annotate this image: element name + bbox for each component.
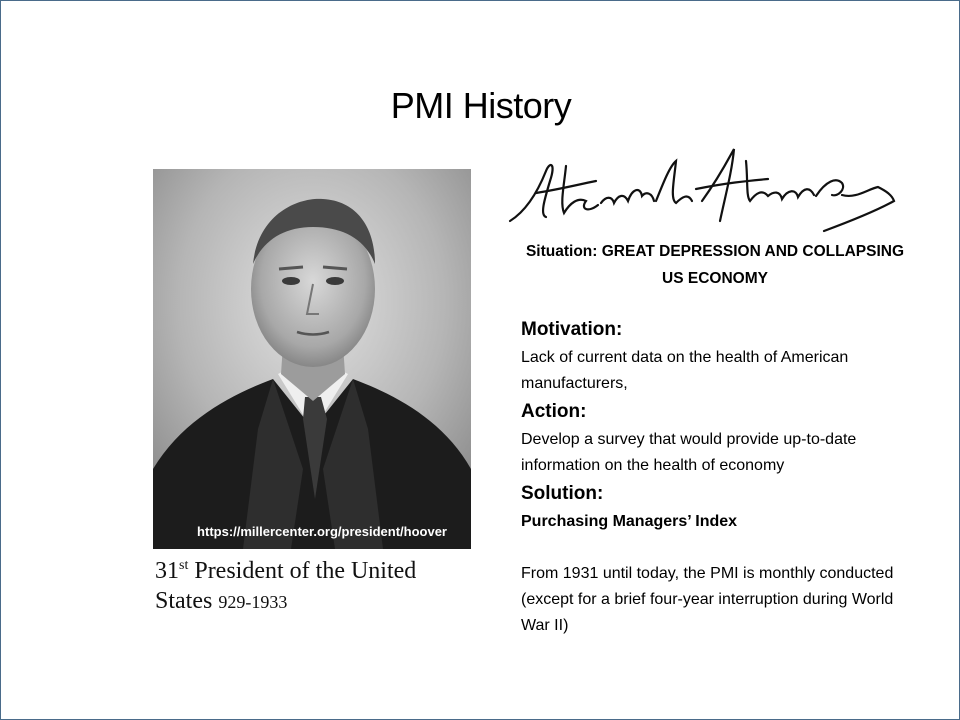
solution-text: From 1931 until today, the PMI is monthly conducted (except for a brief four-year interruption during World War II) <box>521 565 894 634</box>
solution-name: Purchasing Managers’ Index <box>521 513 738 530</box>
photo-credit-link[interactable]: https://millercenter.org/president/hoover <box>197 524 447 539</box>
portrait-caption <box>155 551 475 617</box>
hoover-signature <box>506 141 901 236</box>
hoover-portrait <box>153 169 471 549</box>
caption-text: President of the United States <box>155 558 417 614</box>
caption-ordinal-suffix: st <box>179 558 189 573</box>
slide-title: PMI History <box>390 85 572 126</box>
spacer <box>521 535 901 561</box>
action-text: Develop a survey that would provide up-to-date information on the health of economy <box>521 431 857 474</box>
motivation-heading: Motivation: <box>521 319 623 340</box>
caption-years: 929-1933 <box>218 592 288 612</box>
portrait-illustration <box>153 169 471 549</box>
caption-ordinal: 31 <box>155 558 179 584</box>
situation-text: Situation: GREAT DEPRESSION AND COLLAPSING US ECONOMY <box>525 243 905 287</box>
details-column <box>521 315 901 639</box>
action-heading: Action: <box>521 401 587 422</box>
motivation-text: Lack of current data on the health of American manufacturers, <box>521 349 849 392</box>
solution-heading: Solution: <box>521 483 604 504</box>
